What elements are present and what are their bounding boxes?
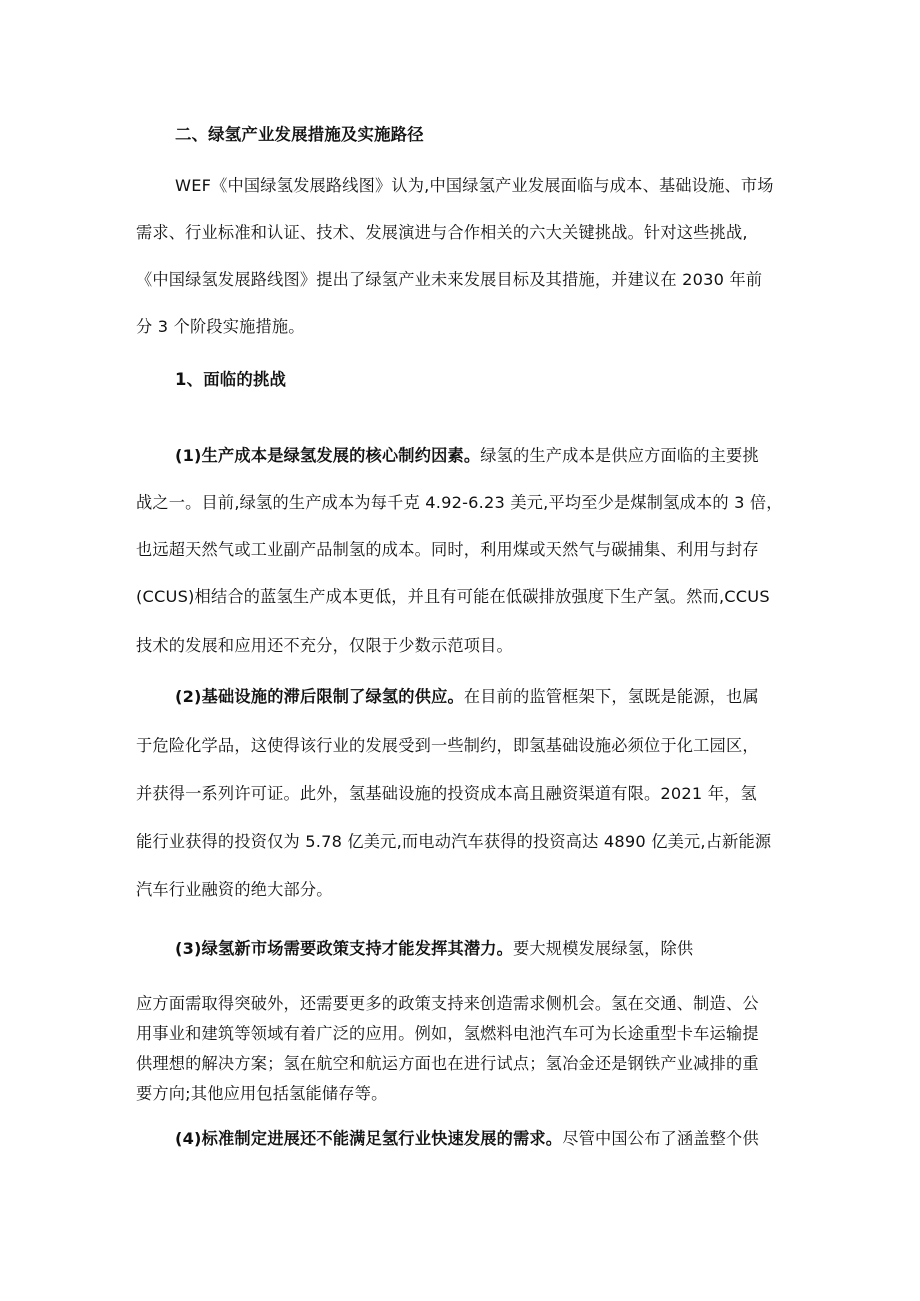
text-line: 也远超天然气或工业副产品制氢的成本。同时，利用煤或天然气与碳捕集、利用与封存 bbox=[136, 540, 759, 559]
challenge-3-title: (3)绿氢新市场需要政策支持才能发挥其潜力。 bbox=[175, 939, 514, 958]
text-line: 《中国绿氢发展路线图》提出了绿氢产业未来发展目标及其措施，并建议在 2030 年前 bbox=[136, 270, 763, 289]
challenge-2-title: (2)基础设施的滞后限制了绿氢的供应。 bbox=[175, 687, 464, 706]
text-line bbox=[175, 686, 759, 708]
text-line bbox=[175, 938, 693, 960]
challenge-1-title: (1)生产成本是绿氢发展的核心制约因素。 bbox=[175, 446, 481, 465]
section-heading: 二、绿氢产业发展措施及实施路径 bbox=[175, 125, 424, 144]
text-line: 汽车行业融资的绝大部分。 bbox=[136, 880, 333, 899]
challenge-4-title: (4)标准制定进展还不能满足氢行业快速发展的需求。 bbox=[175, 1129, 563, 1148]
text-line: 应方面需取得突破外，还需要更多的政策支持来创造需求侧机会。氢在交通、制造、公 bbox=[136, 994, 759, 1013]
text-line: WEF《中国绿氢发展路线图》认为,中国绿氢产业发展面临与成本、基础设施、市场 bbox=[175, 176, 774, 195]
text-line: 技术的发展和应用还不充分，仅限于少数示范项目。 bbox=[136, 636, 513, 655]
text-line: 分 3 个阶段实施措施。 bbox=[136, 317, 305, 336]
text-line: 战之一。目前,绿氢的生产成本为每千克 4.92-6.23 美元,平均至少是煤制氢成本的 3 倍， bbox=[136, 493, 783, 512]
text-line: (CCUS)相结合的蓝氢生产成本更低，并且有可能在低碳排放强度下生产氢。然而,CCUS bbox=[136, 587, 770, 606]
text-line: 供理想的解决方案；氢在航空和航运方面也在进行试点；氢冶金还是钢铁产业减排的重 bbox=[136, 1054, 759, 1073]
text-line: 于危险化学品，这使得该行业的发展受到一些制约，即氢基础设施必须位于化工园区， bbox=[136, 736, 759, 755]
text-run: 绿氢的生产成本是供应方面临的主要挑 bbox=[480, 446, 759, 465]
text-line: 并获得一系列许可证。此外，氢基础设施的投资成本高且融资渠道有限。2021 年，氢 bbox=[136, 784, 757, 803]
text-line: 要方向;其他应用包括氢能储存等。 bbox=[136, 1084, 388, 1103]
text-line: 能行业获得的投资仅为 5.78 亿美元,而电动汽车获得的投资高达 4890 亿美元,占新能源 bbox=[136, 832, 772, 851]
text-line: 用事业和建筑等领域有着广泛的应用。例如，氢燃料电池汽车可为长途重型卡车运输提 bbox=[136, 1024, 759, 1043]
subheading: 1、面临的挑战 bbox=[175, 370, 287, 389]
text-run: 在目前的监管框架下，氢既是能源，也属 bbox=[463, 687, 759, 706]
text-run: 尽管中国公布了涵盖整个供 bbox=[562, 1129, 759, 1148]
text-line bbox=[175, 1128, 759, 1150]
text-run: 要大规模发展绿氢，除供 bbox=[513, 939, 694, 958]
text-line: 需求、行业标准和认证、技术、发展演进与合作相关的六大关键挑战。针对这些挑战, bbox=[136, 223, 748, 242]
text-line bbox=[175, 445, 759, 467]
